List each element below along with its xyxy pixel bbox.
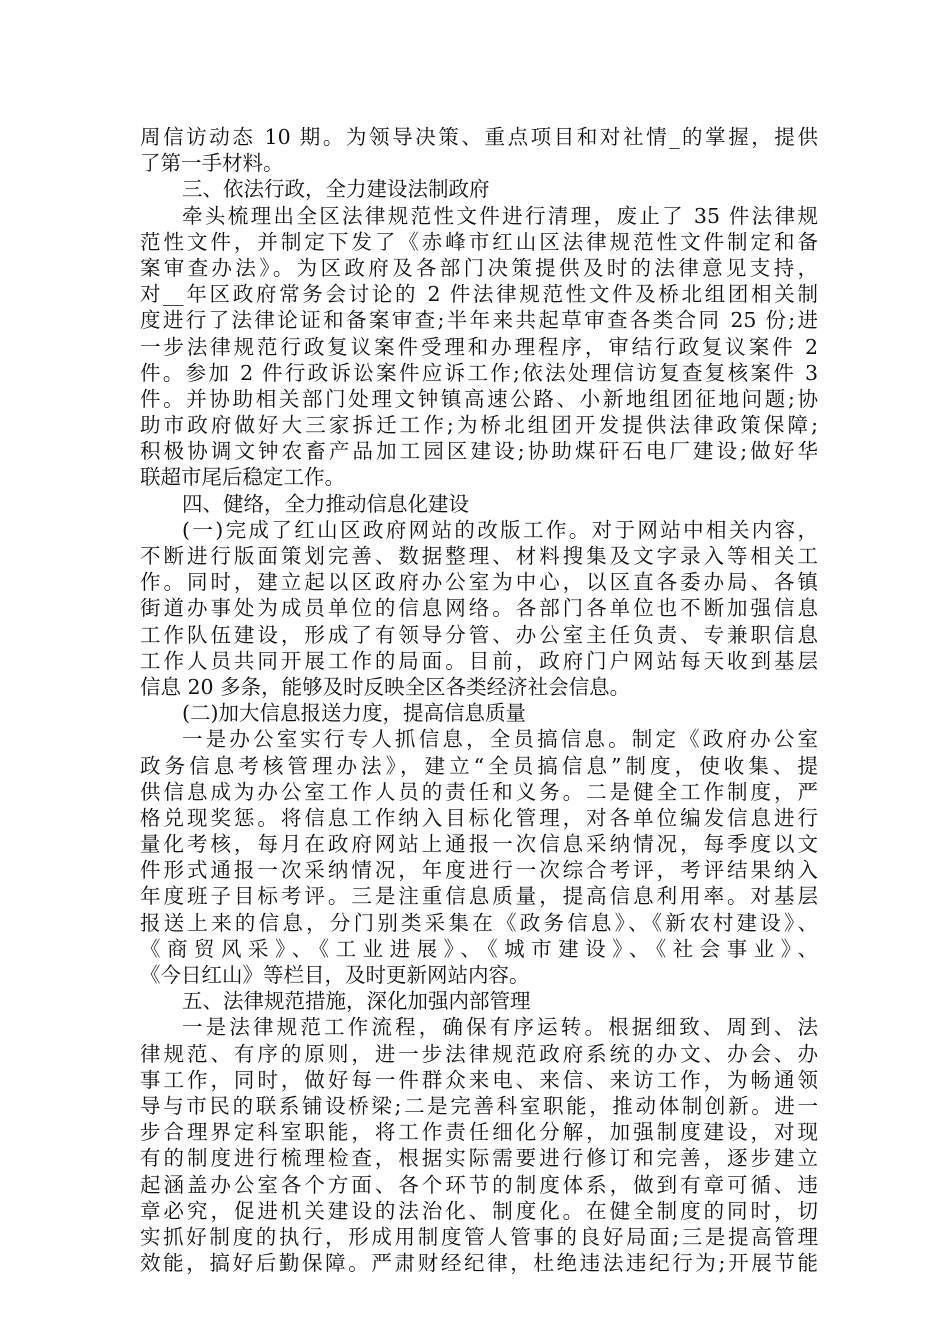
text-line: 范性文件，并制定下发了《赤峰市红山区法律规范性文件制定和备 bbox=[140, 229, 818, 254]
text-line: 对__年区政府常务会讨论的 2 件法律规范性文件及桥北组团相关制 bbox=[140, 282, 818, 307]
text-line: 作。同时，建立起以区政府办公室为中心，以区直各委办局、各镇 bbox=[140, 570, 818, 595]
text-line: 一步法律规范行政复议案件受理和办理程序，审结行政复议案件 2 bbox=[140, 334, 818, 359]
text-line: 件。并协助相关部门处理文钟镇高速公路、小新地组团征地问题;协 bbox=[140, 386, 818, 411]
text-line: 街道办事处为成员单位的信息网络。各部门各单位也不断加强信息 bbox=[140, 596, 818, 621]
text-line: 信息 20 多条，能够及时反映全区各类经济社会信息。 bbox=[140, 674, 631, 699]
text-line: 导与市民的联系铺设桥梁;二是完善科室职能，推动体制创新。进一 bbox=[140, 1093, 818, 1118]
paragraph-first-line: 一是法律规范工作流程，确保有序运转。根据细致、周到、法 bbox=[182, 1015, 818, 1040]
text-line: 实抓好制度的执行，形成用制度管人管事的良好局面;三是提高管理 bbox=[140, 1224, 818, 1249]
text-line: 起涵盖办公室各个方面、各个环节的制度体系，做到有章可循、违 bbox=[140, 1172, 818, 1197]
document-body bbox=[140, 124, 818, 1276]
text-line: 联超市尾后稳定工作。 bbox=[140, 465, 345, 490]
section-heading: 三、依法行政，全力建设法制政府 bbox=[182, 177, 490, 202]
text-line: 不断进行版面策划完善、数据整理、材料搜集及文字录入等相关工 bbox=[140, 544, 818, 568]
text-line: 工作队伍建设，形成了有领导分管、办公室主任负责、专兼职信息 bbox=[140, 622, 818, 647]
text-line: 步合理界定科室职能，将工作责任细化分解，加强制度建设，对现 bbox=[140, 1120, 818, 1145]
paragraph-first-line: (一)完成了红山区政府网站的改版工作。对于网站中相关内容， bbox=[182, 517, 818, 542]
text-line: 供信息成为办公室工作人员的责任和义务。二是健全工作制度，严 bbox=[140, 779, 818, 804]
text-line: 件。参加 2 件行政诉讼案件应诉工作;依法处理信访复查复核案件 3 bbox=[140, 360, 818, 385]
text-line: 案审查办法》。为区政府及各部门决策提供及时的法律意见支持， bbox=[140, 255, 818, 280]
text-line: 工作人员共同开展工作的局面。目前，政府门户网站每天收到基层 bbox=[140, 648, 818, 673]
section-heading: 四、健络，全力推动信息化建设 bbox=[182, 491, 469, 516]
text-line: 量化考核，每月在政府网站上通报一次信息采纳情况，每季度以文 bbox=[140, 832, 818, 857]
text-line: 律规范、有序的原则，进一步法律规范政府系统的办文、办会、办 bbox=[140, 1041, 818, 1066]
text-line: 《商贸风采》、《工业进展》、《城市建设》、《社会事业》、 bbox=[140, 936, 818, 961]
text-line: 周信访动态 10 期。为领导决策、重点项目和对社情_的掌握，提供 bbox=[140, 125, 818, 149]
text-line: 报送上来的信息，分门别类采集在《政务信息》、《新农村建设》、 bbox=[140, 910, 818, 935]
text-line: 事工作，同时，做好每一件群众来电、来信、来访工作，为畅通领 bbox=[140, 1067, 818, 1092]
text-line: 件形式通报一次采纳情况，年度进行一次综合考评，考评结果纳入 bbox=[140, 858, 818, 883]
text-line: 效能，搞好后勤保障。严肃财经纪律，杜绝违法违纪行为;开展节能 bbox=[140, 1251, 818, 1276]
text-line: 积极协调文钟农畜产品加工园区建设;协助煤矸石电厂建设;做好华 bbox=[140, 439, 818, 464]
section-heading: 五、法律规范措施，深化加强内部管理 bbox=[182, 989, 531, 1014]
paragraph-first-line: 牵头梳理出全区法律规范性文件进行清理，废止了 35 件法律规 bbox=[182, 203, 818, 228]
section-heading: (二)加大信息报送力度，提高信息质量 bbox=[182, 701, 526, 726]
text-line: 度进行了法律论证和备案审查;半年来共起草审查各类合同 25 份;进 bbox=[140, 308, 818, 333]
text-line: 政务信息考核管理办法》，建立“全员搞信息”制度，使收集、提 bbox=[140, 753, 818, 778]
text-line: 《今日红山》等栏目，及时更新网站内容。 bbox=[140, 963, 530, 987]
text-line: 有的制度进行梳理检查，根据实际需要进行修订和完善，逐步建立 bbox=[140, 1146, 818, 1171]
text-line: 年度班子目标考评。三是注重信息质量，提高信息利用率。对基层 bbox=[140, 884, 818, 909]
text-line: 章必究，促进机关建设的法治化、制度化。在健全制度的同时，切 bbox=[140, 1198, 818, 1223]
text-line: 了第一手材料。 bbox=[140, 151, 284, 176]
text-line: 助市政府做好大三家拆迁工作;为桥北组团开发提供法律政策保障; bbox=[140, 413, 818, 438]
text-line: 格兑现奖惩。将信息工作纳入目标化管理，对各单位编发信息进行 bbox=[140, 805, 818, 830]
paragraph-first-line: 一是办公室实行专人抓信息，全员搞信息。制定《政府办公室 bbox=[182, 727, 818, 752]
